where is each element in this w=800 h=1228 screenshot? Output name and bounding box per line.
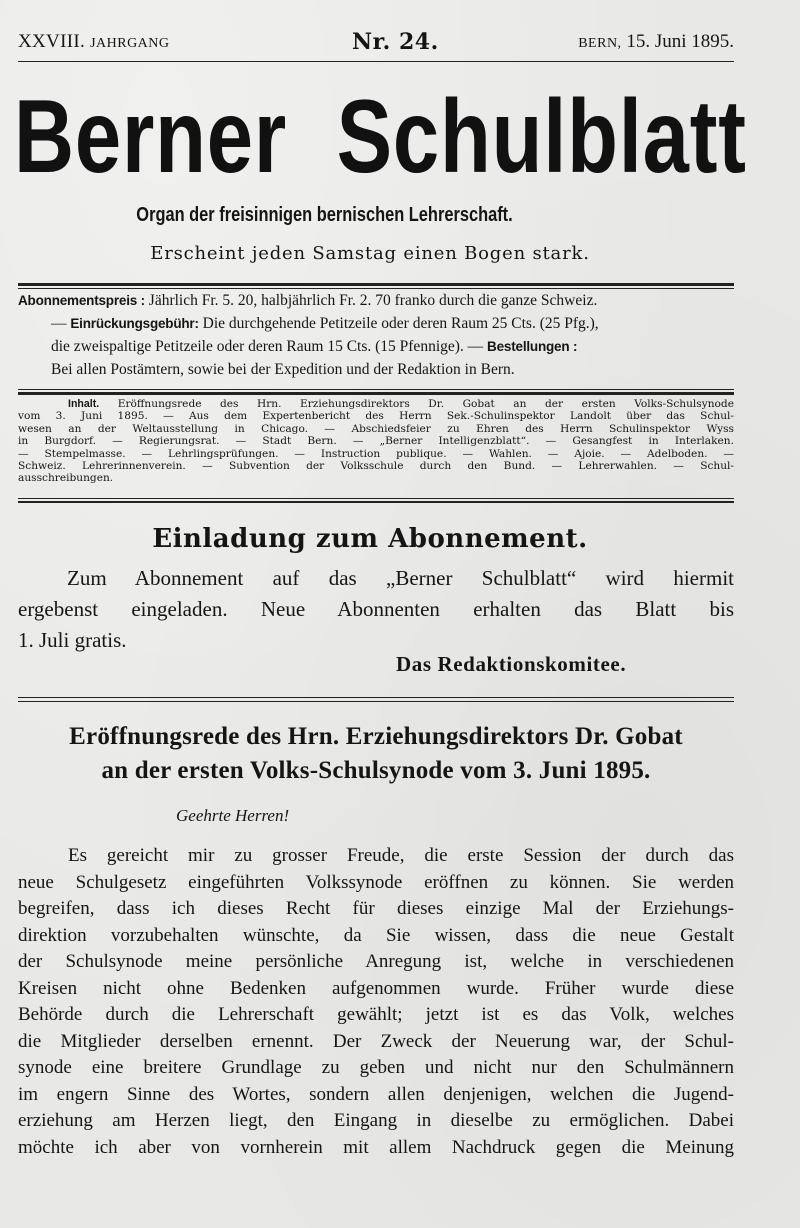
- orders-line: Bei allen Postämtern, sowie bei der Expedition und der Redaktion in Bern.: [51, 361, 515, 378]
- contents-line: vom 3. Juni 1895. — Aus dem Expertenbericht des Herrn Sek.-Schulinspektor Landolt über das Schul-: [18, 410, 734, 423]
- dateline: [578, 31, 734, 53]
- title-word-berner: Berner: [14, 79, 288, 195]
- table-of-contents: [18, 398, 734, 485]
- article-rule-top: [18, 697, 734, 698]
- contents-label: Inhalt.: [68, 398, 100, 410]
- contents-line: Inhalt. Eröffnungsrede des Hrn. Erziehungsdirektors Dr. Gobat an der ersten Volks-Schulsynode: [68, 398, 734, 410]
- invitation-title: Einladung zum Abonnement.: [152, 524, 588, 554]
- contents-rule-bottom-thin: [18, 498, 734, 499]
- contents-line: in Burgdorf. — Regierungsrat. — Stadt Bern. — „Berner Intelligenzblatt“. — Gesangfest in Interlaken.: [18, 435, 734, 448]
- article-line: Behörde durch die Lehrerschaft gewählt; jetzt ist es das Volk, welches: [18, 1004, 734, 1025]
- article-title-line-1: Eröffnungsrede des Hrn. Erziehungsdirektors Dr. Gobat: [69, 723, 683, 750]
- title-word-schulblatt: Schulblatt: [336, 79, 747, 195]
- two-column-fee-line: die zweispaltige Petitzeile oder deren Raum 15 Cts. (15 Pfennige). — Bestellungen :: [51, 338, 578, 355]
- place-name: BERN,: [578, 36, 622, 51]
- article-line: begreifen, dass ich dieses Recht für dieses einzige Mal der Erziehungs-: [18, 898, 734, 919]
- subscription-rule-top-thin: [18, 288, 734, 289]
- contents-line: — Stempelmasse. — Lehrlingsprüfungen. — Instruction publique. — Wahlen. — Ajoie. — Adelboden. —: [18, 447, 734, 460]
- contents-line: Schweiz. Lehrerinnenverein. — Subvention der Volksschule durch den Bund. — Lehrerwahlen. — Schul-: [18, 460, 734, 473]
- article-rule-top-2: [18, 701, 734, 702]
- volume-label: [18, 31, 170, 53]
- invitation-line: 1. Juli gratis.: [18, 628, 127, 652]
- article-line: synode eine breitere Grundlage zu geben und nicht nur den Schulmännern: [18, 1057, 734, 1078]
- subscription-price-line: Abonnementspreis : Jährlich Fr. 5. 20, halbjährlich Fr. 2. 70 franko durch die ganze Schweiz.: [18, 292, 598, 309]
- invitation-signature: Das Redaktionskomitee.: [396, 652, 627, 676]
- article-salutation: Geehrte Herren!: [176, 806, 290, 825]
- article-title-line-2: an der ersten Volks-Schulsynode vom 3. Juni 1895.: [101, 757, 651, 784]
- article-line: direktion vorzubehalten wünschte, da Sie wissen, dass die neue Gestalt: [18, 924, 734, 946]
- contents-line: wesen an der Weltausstellung in Chicago. — Abschiedsfeier zu Ehren des Herrn Schulinspektor Wyss: [18, 422, 734, 435]
- contents-rule-top-thin: [18, 389, 734, 390]
- volume-number: XXVIII.: [18, 31, 85, 52]
- subtitle: Organ der freisinnigen bernischen Lehrerschaft.: [136, 204, 514, 226]
- invitation-line: Zum Abonnement auf das „Berner Schulblatt“ wird hiermit: [67, 566, 734, 590]
- article-line: der Schulsynode meine persönliche Anregung ist, welche in verschiedenen: [18, 951, 734, 972]
- article-line: die Mitglieder derselben ernennt. Der Zweck der Neuerung war, der Schul-: [18, 1030, 734, 1052]
- insertion-fee-label: Einrückungsgebühr:: [70, 316, 199, 331]
- article-line: möchte ich aber von vornherein mit allem Nachdruck gegen die Meinung: [18, 1136, 734, 1158]
- masthead-topline: [18, 31, 734, 55]
- invitation-line: ergebenst eingeladen. Neue Abonnenten erhalten das Blatt bis: [18, 597, 734, 621]
- newspaper-title: [14, 79, 747, 195]
- contents-rule-top: [18, 392, 734, 395]
- insertion-fee-line: — Einrückungsgebühr: Die durchgehende Petitzeile oder deren Raum 25 Cts. (25 Pfg.),: [51, 315, 599, 332]
- issue-date: 15. Juni 1895.: [626, 31, 734, 52]
- orders-label: Bestellungen :: [487, 339, 578, 354]
- tagline: Erscheint jeden Samstag einen Bogen stark.: [150, 243, 590, 264]
- issue-number: Nr. 24.: [352, 29, 439, 55]
- subscription-rule-top: [18, 283, 734, 286]
- article-line: im engern Sinne des Wortes, sondern allen denjenigen, welchen die Jugend-: [18, 1083, 734, 1105]
- contents-line: ausschreibungen.: [18, 472, 114, 485]
- article-line: Kreisen nicht ohne Bedenken aufgenommen wurde. Früher wurde diese: [18, 977, 734, 999]
- article-line: neue Schulgesetz eingeführten Volkssynode eröffnen zu können. Sie werden: [18, 871, 734, 893]
- article-line: Es gereicht mir zu grosser Freude, die erste Session der durch das: [68, 845, 734, 866]
- article-line: erziehung am Herzen liegt, den Eingang in dieselbe zu ermöglichen. Dabei: [18, 1110, 734, 1131]
- volume-word: JAHRGANG: [90, 36, 170, 51]
- subscription-price-label: Abonnementspreis :: [18, 293, 145, 308]
- contents-rule-bottom: [18, 501, 734, 503]
- masthead-rule: [18, 61, 734, 62]
